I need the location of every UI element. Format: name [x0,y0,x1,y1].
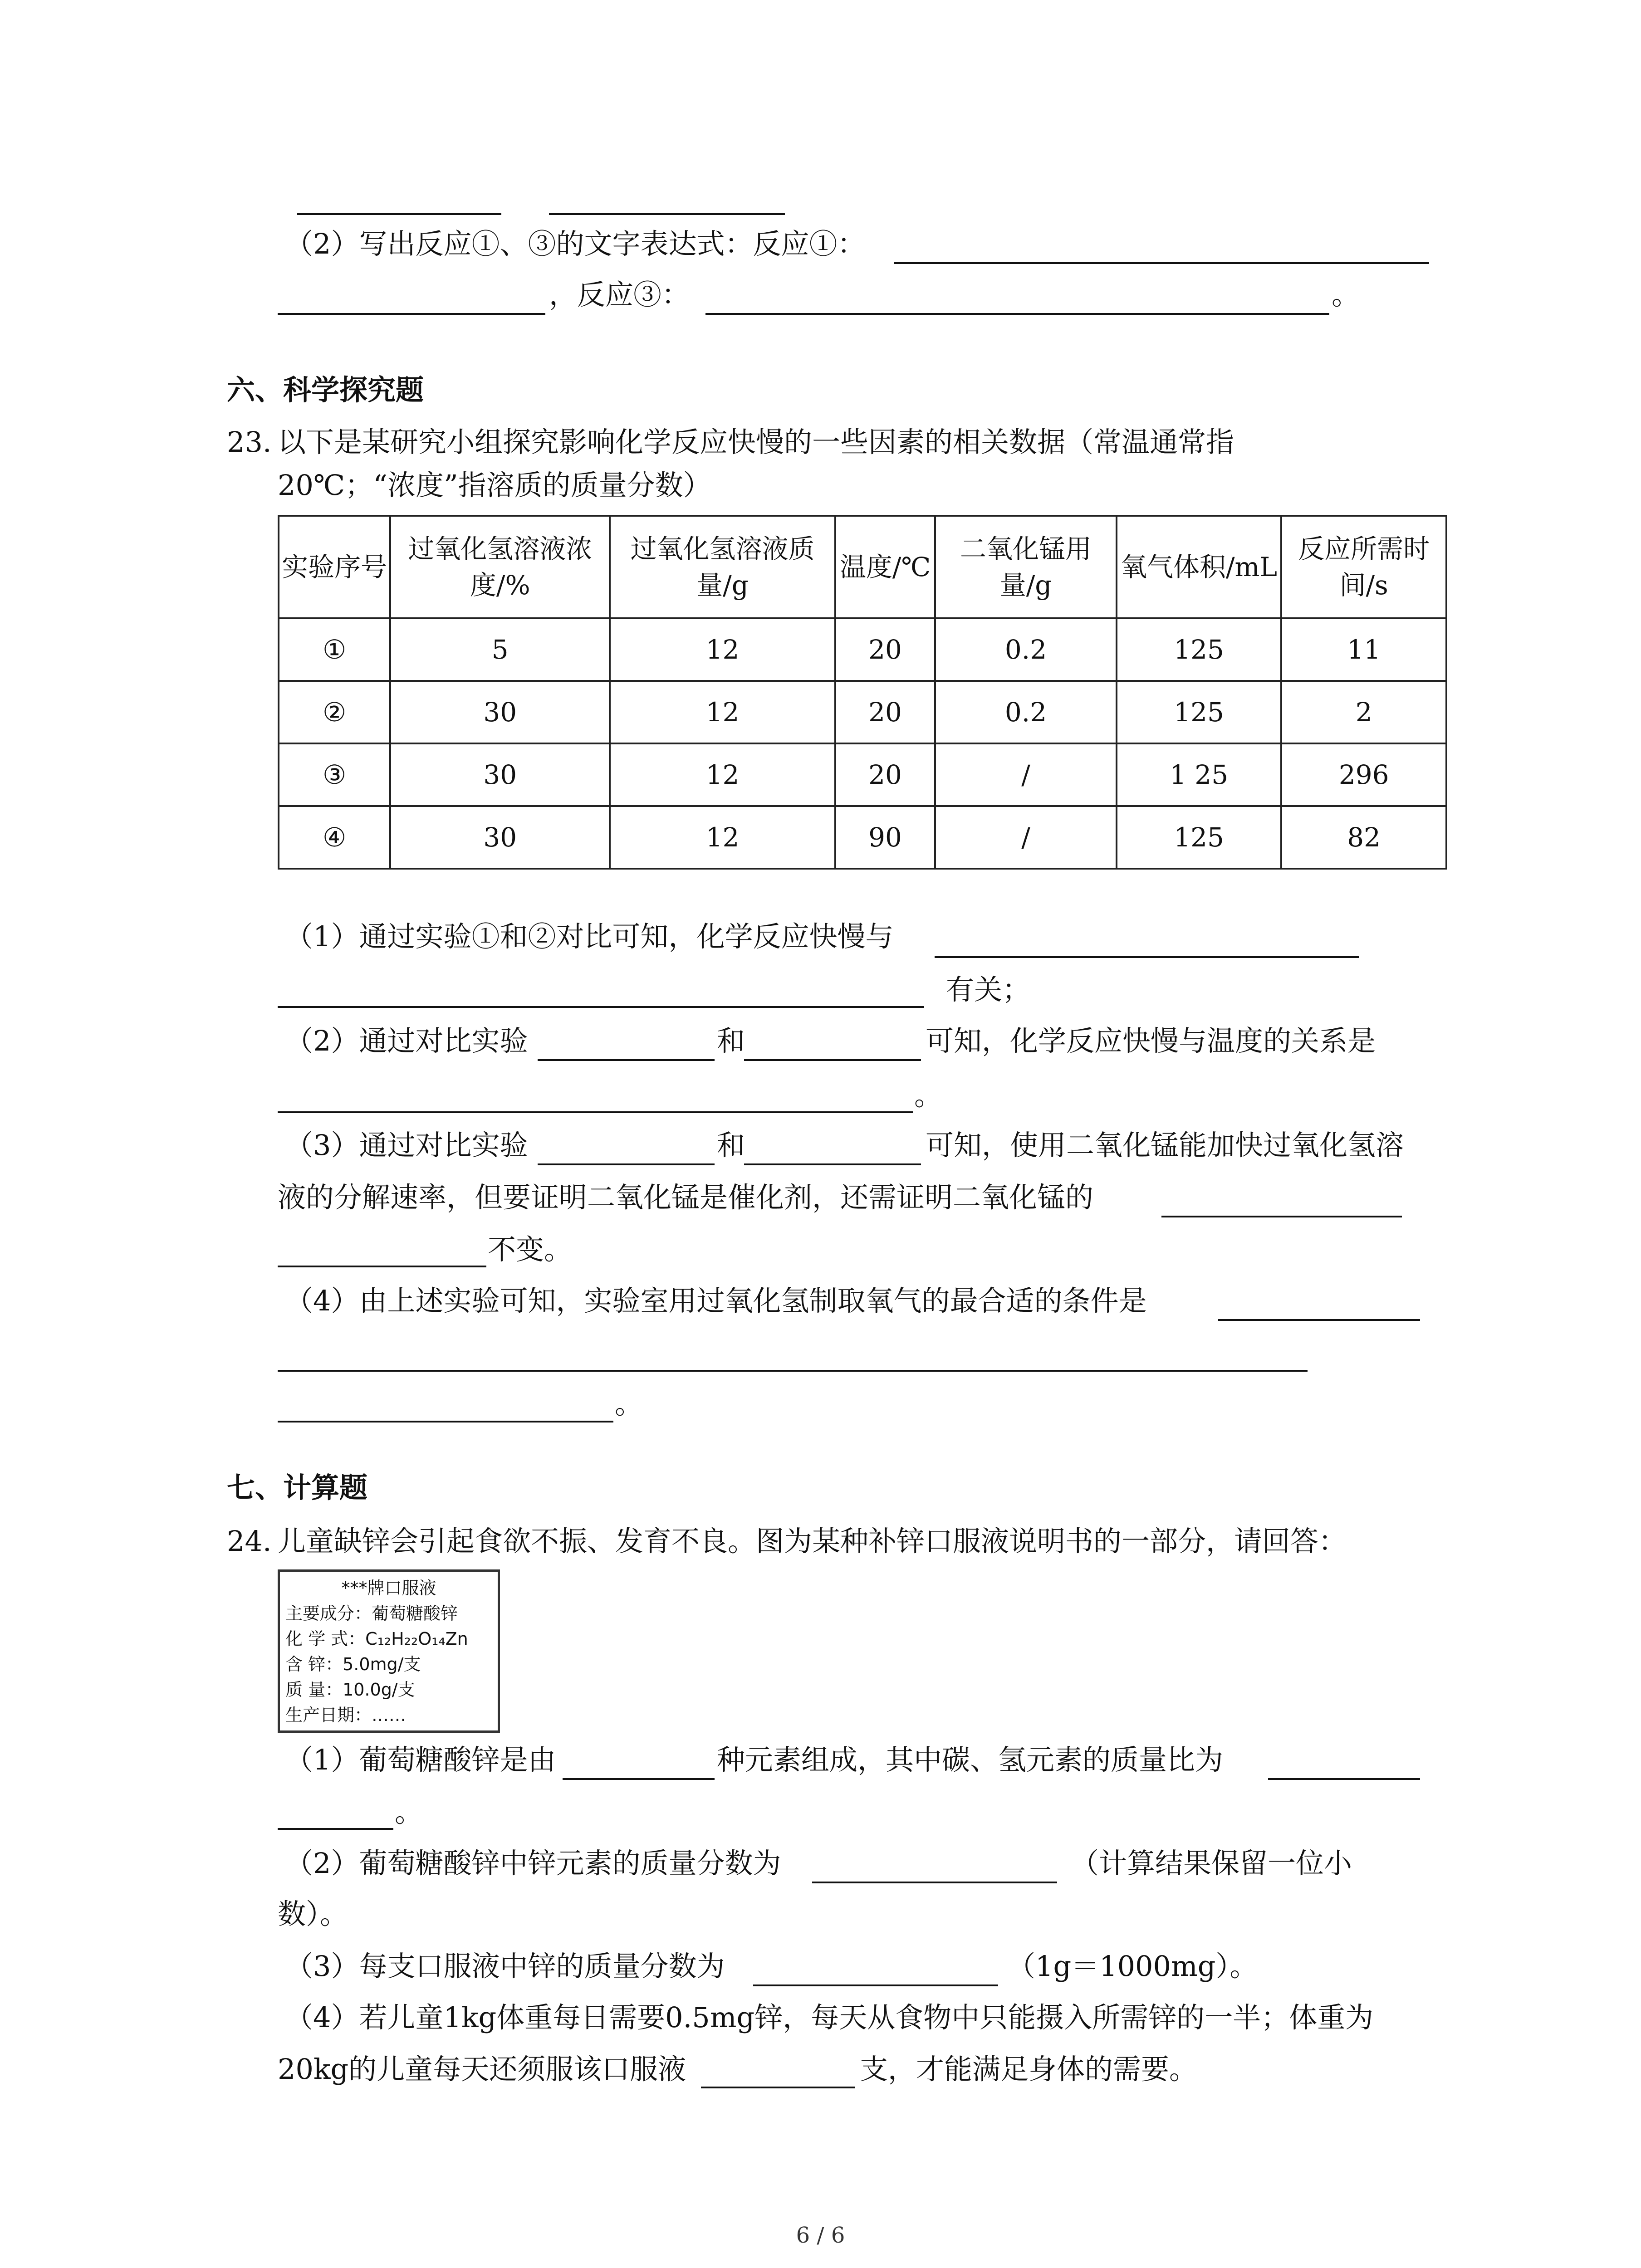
answer-blank[interactable] [278,1421,613,1422]
table-cell: / [935,806,1116,869]
table-cell: 30 [390,806,610,869]
q24-part4-text: 支，才能满足身体的需要。 [860,2053,1198,2086]
table-cell: 20 [835,743,936,806]
answer-blank[interactable] [278,1266,486,1267]
answer-blank[interactable] [549,213,785,215]
header-cell: 实验序号 [279,516,390,618]
q23-part2-text: 和 [717,1024,745,1057]
answer-blank[interactable] [701,2087,855,2088]
table-row [279,806,1446,869]
q23-part3-text: 和 [717,1129,745,1162]
q22-part2-text: ，反应③： [549,278,690,311]
header-cell: 温度/℃ [835,516,936,618]
table-header-row [279,516,1446,618]
table-cell: 296 [1281,743,1446,806]
table-cell: ② [279,681,390,743]
page-number: 6 / 6 [796,2223,845,2248]
table-cell: 2 [1281,681,1446,743]
answer-blank[interactable] [812,1882,1057,1883]
table-cell: 90 [835,806,936,869]
q24-part3-text: （1g＝1000mg）。 [1007,1950,1258,1983]
answer-blank[interactable] [278,1111,913,1113]
answer-blank[interactable] [297,213,501,215]
label-line: 生产日期：…… [285,1705,407,1725]
question-stem: 以下是某研究小组探究影响化学反应快慢的一些因素的相关数据（常温通常指 [278,425,1234,459]
table-cell: 30 [390,681,610,743]
q23-part1-text: 有关； [946,973,1031,1006]
label-line: 主要成分：葡萄糖酸锌 [285,1603,458,1623]
table-cell: ③ [279,743,390,806]
answer-blank[interactable] [278,1370,1308,1372]
answer-blank[interactable] [744,1163,921,1165]
table-cell: 1 25 [1117,743,1282,806]
answer-blank[interactable] [278,1006,924,1008]
table-cell: 30 [390,743,610,806]
q22-part2-text: （2）写出反应①、③的文字表达式：反应①： [285,227,866,260]
table-cell: 11 [1281,618,1446,681]
label-line: 含 锌：5.0mg/支 [285,1654,421,1674]
label-line: 质 量：10.0g/支 [285,1680,415,1700]
header-cell: 氧气体积/mL [1117,516,1282,618]
q23-part3-text: （3）通过对比实验 [285,1129,528,1162]
table-cell: 125 [1117,618,1282,681]
table-row [279,743,1446,806]
answer-blank[interactable] [935,956,1359,958]
q24-part1-text: （1）葡萄糖酸锌是由 [285,1743,556,1776]
q23-part2-end: 。 [914,1079,943,1112]
q24-part4-text: （4）若儿童1kg体重每日需要0.5mg锌，每天从食物中只能摄入所需锌的一半；体重为 [285,2001,1374,2034]
q23-part3-text: 可知，使用二氧化锰能加快过氧化氢溶 [926,1129,1404,1162]
question-number: 23. [227,425,272,459]
table-cell: 125 [1117,806,1282,869]
answer-blank[interactable] [705,313,1329,315]
table-cell: 5 [390,618,610,681]
table-cell: 0.2 [935,618,1116,681]
table-cell: / [935,743,1116,806]
q24-part1-text: 种元素组成，其中碳、氢元素的质量比为 [717,1743,1224,1776]
q24-part2-text: （2）葡萄糖酸锌中锌元素的质量分数为 [285,1847,781,1880]
section-title: 六、科学探究题 [227,373,424,406]
answer-blank[interactable] [744,1059,921,1061]
table-cell: 20 [835,618,936,681]
table-cell: 12 [610,618,835,681]
table-cell: 82 [1281,806,1446,869]
q24-part2-text: （计算结果保留一位小 [1071,1847,1352,1880]
section-title: 七、计算题 [227,1471,368,1504]
question-stem: 儿童缺锌会引起食欲不振、发育不良。图为某种补锌口服液说明书的一部分，请回答： [278,1525,1347,1558]
q22-part2-end: 。 [1332,278,1360,311]
table-cell: ① [279,618,390,681]
q23-part4-end: 。 [615,1387,643,1420]
answer-blank[interactable] [1218,1319,1420,1321]
table-cell: ④ [279,806,390,869]
q23-part1-text: （1）通过实验①和②对比可知，化学反应快慢与 [285,920,894,953]
label-title: ***牌口服液 [341,1578,436,1598]
q24-part2-text: 数）。 [278,1897,348,1931]
table-cell: 12 [610,681,835,743]
header-cell: 二氧化锰用量/g [935,516,1116,618]
header-cell: 过氧化氢溶液浓度/% [390,516,610,618]
q23-part3-text: 不变。 [488,1233,573,1266]
answer-blank[interactable] [1268,1778,1420,1780]
table-cell: 20 [835,681,936,743]
q23-part2-text: （2）通过对比实验 [285,1024,528,1057]
answer-blank[interactable] [563,1778,715,1780]
table-cell: 0.2 [935,681,1116,743]
question-stem: 20℃；“浓度”指溶质的质量分数） [278,469,711,502]
question-number: 24. [227,1525,272,1558]
q23-part3-text: 液的分解速率，但要证明二氧化锰是催化剂，还需证明二氧化锰的 [278,1181,1094,1214]
label-line: 化 学 式：C₁₂H₂₂O₁₄Zn [285,1629,468,1649]
answer-blank[interactable] [278,313,545,315]
table-row [279,681,1446,743]
header-cell: 过氧化氢溶液质量/g [610,516,835,618]
q23-part4-text: （4）由上述实验可知，实验室用过氧化氢制取氧气的最合适的条件是 [285,1284,1147,1317]
answer-blank[interactable] [753,1984,998,1986]
table-cell: 12 [610,806,835,869]
answer-blank[interactable] [538,1163,715,1165]
q24-part4-text: 20kg的儿童每天还须服该口服液 [278,2053,686,2086]
table-cell: 12 [610,743,835,806]
q24-part1-end: 。 [395,1795,423,1828]
q24-part3-text: （3）每支口服液中锌的质量分数为 [285,1950,725,1983]
table-cell: 125 [1117,681,1282,743]
answer-blank[interactable] [1161,1216,1402,1217]
answer-blank[interactable] [538,1059,715,1061]
q23-part2-text: 可知，化学反应快慢与温度的关系是 [926,1024,1376,1057]
table-row [279,618,1446,681]
product-label-image [278,1569,500,1733]
header-cell: 反应所需时间/s [1281,516,1446,618]
answer-blank[interactable] [278,1828,393,1830]
experiment-table [278,515,1447,870]
answer-blank[interactable] [894,262,1429,264]
